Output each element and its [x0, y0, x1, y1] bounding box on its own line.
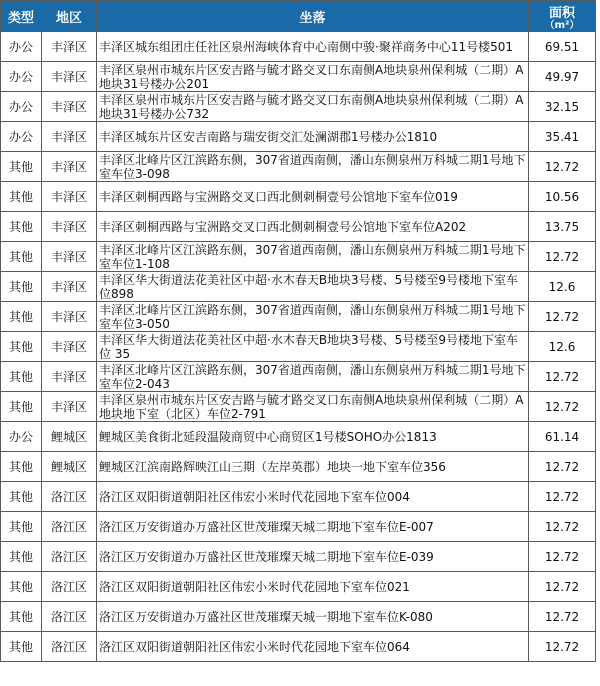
table-row [1, 422, 596, 452]
table-row [1, 302, 596, 332]
cell-type: 办公 [1, 122, 42, 152]
cell-location: 丰泽区北峰片区江滨路东侧，307省道西南侧，潘山东侧泉州万科城二期1号地下室车位3-050 [97, 302, 529, 332]
cell-type: 其他 [1, 242, 42, 272]
cell-district: 鲤城区 [42, 452, 97, 482]
table-row [1, 62, 596, 92]
cell-district: 丰泽区 [42, 392, 97, 422]
cell-district: 洛江区 [42, 542, 97, 572]
table-row [1, 212, 596, 242]
cell-area: 12.72 [529, 482, 596, 512]
cell-area: 61.14 [529, 422, 596, 452]
cell-type: 办公 [1, 32, 42, 62]
cell-district: 丰泽区 [42, 302, 97, 332]
header-area-unit: （m²） [544, 19, 580, 31]
cell-location: 丰泽区刺桐西路与宝洲路交叉口西北侧刺桐壹号公馆地下室车位A202 [97, 212, 529, 242]
cell-location: 丰泽区华大街道法花美社区中超·水木春天B地块3号楼、5号楼至9号楼地下室车位 35 [97, 332, 529, 362]
cell-location: 丰泽区刺桐西路与宝洲路交叉口西北侧刺桐壹号公馆地下室车位019 [97, 182, 529, 212]
cell-type: 其他 [1, 302, 42, 332]
cell-district: 洛江区 [42, 602, 97, 632]
cell-type: 其他 [1, 152, 42, 182]
cell-district: 丰泽区 [42, 122, 97, 152]
cell-location: 洛江区双阳街道朝阳社区伟宏小米时代花园地下室车位021 [97, 572, 529, 602]
cell-area: 12.72 [529, 362, 596, 392]
table-row [1, 602, 596, 632]
cell-area: 12.72 [529, 572, 596, 602]
header-type: 类型 [1, 1, 42, 32]
table-row [1, 332, 596, 362]
cell-type: 办公 [1, 422, 42, 452]
cell-district: 丰泽区 [42, 32, 97, 62]
table-row [1, 122, 596, 152]
cell-district: 丰泽区 [42, 182, 97, 212]
cell-type: 其他 [1, 272, 42, 302]
cell-area: 12.72 [529, 152, 596, 182]
cell-type: 其他 [1, 602, 42, 632]
cell-type: 其他 [1, 542, 42, 572]
cell-type: 其他 [1, 632, 42, 662]
cell-district: 鲤城区 [42, 422, 97, 452]
cell-area: 12.72 [529, 452, 596, 482]
cell-area: 69.51 [529, 32, 596, 62]
header-area-label: 面积 [548, 5, 575, 21]
table-row [1, 32, 596, 62]
cell-district: 洛江区 [42, 482, 97, 512]
cell-area: 32.15 [529, 92, 596, 122]
cell-type: 其他 [1, 482, 42, 512]
cell-area: 35.41 [529, 122, 596, 152]
cell-area: 12.6 [529, 272, 596, 302]
header-area [529, 1, 596, 32]
cell-type: 其他 [1, 212, 42, 242]
cell-location: 鲤城区江滨南路辉映江山三期（左岸英郡）地块一地下室车位356 [97, 452, 529, 482]
cell-area: 12.72 [529, 302, 596, 332]
table-row [1, 182, 596, 212]
table-row [1, 242, 596, 272]
table-row [1, 92, 596, 122]
table-row [1, 572, 596, 602]
cell-location: 丰泽区北峰片区江滨路东侧，307省道西南侧，潘山东侧泉州万科城二期1号地下室车位3-098 [97, 152, 529, 182]
cell-location: 丰泽区泉州市城东片区安吉路与毓才路交叉口东南侧A地块泉州保利城（二期）A地块31号楼办公732 [97, 92, 529, 122]
cell-location: 丰泽区泉州市城东片区安吉路与毓才路交叉口东南侧A地块泉州保利城（二期）A地块31号楼办公201 [97, 62, 529, 92]
cell-area: 49.97 [529, 62, 596, 92]
cell-type: 其他 [1, 392, 42, 422]
cell-type: 办公 [1, 92, 42, 122]
cell-type: 其他 [1, 182, 42, 212]
cell-district: 丰泽区 [42, 362, 97, 392]
table-row [1, 512, 596, 542]
cell-location: 丰泽区城东片区安吉南路与瑞安街交汇处澜湖郡1号楼办公1810 [97, 122, 529, 152]
header-district: 地区 [42, 1, 97, 32]
header-row [1, 1, 596, 32]
cell-location: 丰泽区泉州市城东片区安吉路与毓才路交叉口东南侧A地块泉州保利城（二期）A地块地下室（北区）车位2-791 [97, 392, 529, 422]
cell-district: 丰泽区 [42, 212, 97, 242]
cell-district: 丰泽区 [42, 242, 97, 272]
cell-type: 其他 [1, 512, 42, 542]
cell-location: 洛江区双阳街道朝阳社区伟宏小米时代花园地下室车位064 [97, 632, 529, 662]
cell-type: 办公 [1, 62, 42, 92]
table-row [1, 632, 596, 662]
cell-district: 丰泽区 [42, 152, 97, 182]
cell-location: 洛江区双阳街道朝阳社区伟宏小米时代花园地下室车位004 [97, 482, 529, 512]
cell-area: 12.72 [529, 602, 596, 632]
cell-area: 12.72 [529, 242, 596, 272]
cell-location: 洛江区万安街道办万盛社区世茂璀璨天城一期地下室车位K-080 [97, 602, 529, 632]
table-row [1, 482, 596, 512]
table-row [1, 272, 596, 302]
cell-district: 丰泽区 [42, 332, 97, 362]
cell-area: 10.56 [529, 182, 596, 212]
table-row [1, 392, 596, 422]
table-row [1, 452, 596, 482]
cell-type: 其他 [1, 572, 42, 602]
table-row [1, 362, 596, 392]
cell-area: 12.6 [529, 332, 596, 362]
cell-type: 其他 [1, 452, 42, 482]
cell-district: 丰泽区 [42, 272, 97, 302]
cell-type: 其他 [1, 362, 42, 392]
cell-location: 丰泽区北峰片区江滨路东侧，307省道西南侧，潘山东侧泉州万科城二期1号地下室车位1-108 [97, 242, 529, 272]
cell-location: 丰泽区北峰片区江滨路东侧，307省道西南侧，潘山东侧泉州万科城二期1号地下室车位2-043 [97, 362, 529, 392]
cell-area: 12.72 [529, 392, 596, 422]
cell-district: 洛江区 [42, 632, 97, 662]
cell-area: 12.72 [529, 632, 596, 662]
cell-area: 12.72 [529, 542, 596, 572]
cell-district: 丰泽区 [42, 92, 97, 122]
cell-area: 13.75 [529, 212, 596, 242]
header-location: 坐落 [97, 1, 529, 32]
table-row [1, 542, 596, 572]
cell-location: 洛江区万安街道办万盛社区世茂璀璨天城二期地下室车位E-007 [97, 512, 529, 542]
cell-location: 洛江区万安街道办万盛社区世茂璀璨天城二期地下室车位E-039 [97, 542, 529, 572]
cell-location: 丰泽区城东组团庄任社区泉州海峡体育中心南侧中骏·聚祥商务中心11号楼501 [97, 32, 529, 62]
cell-district: 洛江区 [42, 512, 97, 542]
cell-area: 12.72 [529, 512, 596, 542]
cell-district: 洛江区 [42, 572, 97, 602]
cell-district: 丰泽区 [42, 62, 97, 92]
table-row [1, 152, 596, 182]
cell-type: 其他 [1, 332, 42, 362]
cell-location: 丰泽区华大街道法花美社区中超·水木春天B地块3号楼、5号楼至9号楼地下室车位898 [97, 272, 529, 302]
cell-location: 鲤城区美食街北延段温陵商贸中心商贸区1号楼SOHO办公1813 [97, 422, 529, 452]
